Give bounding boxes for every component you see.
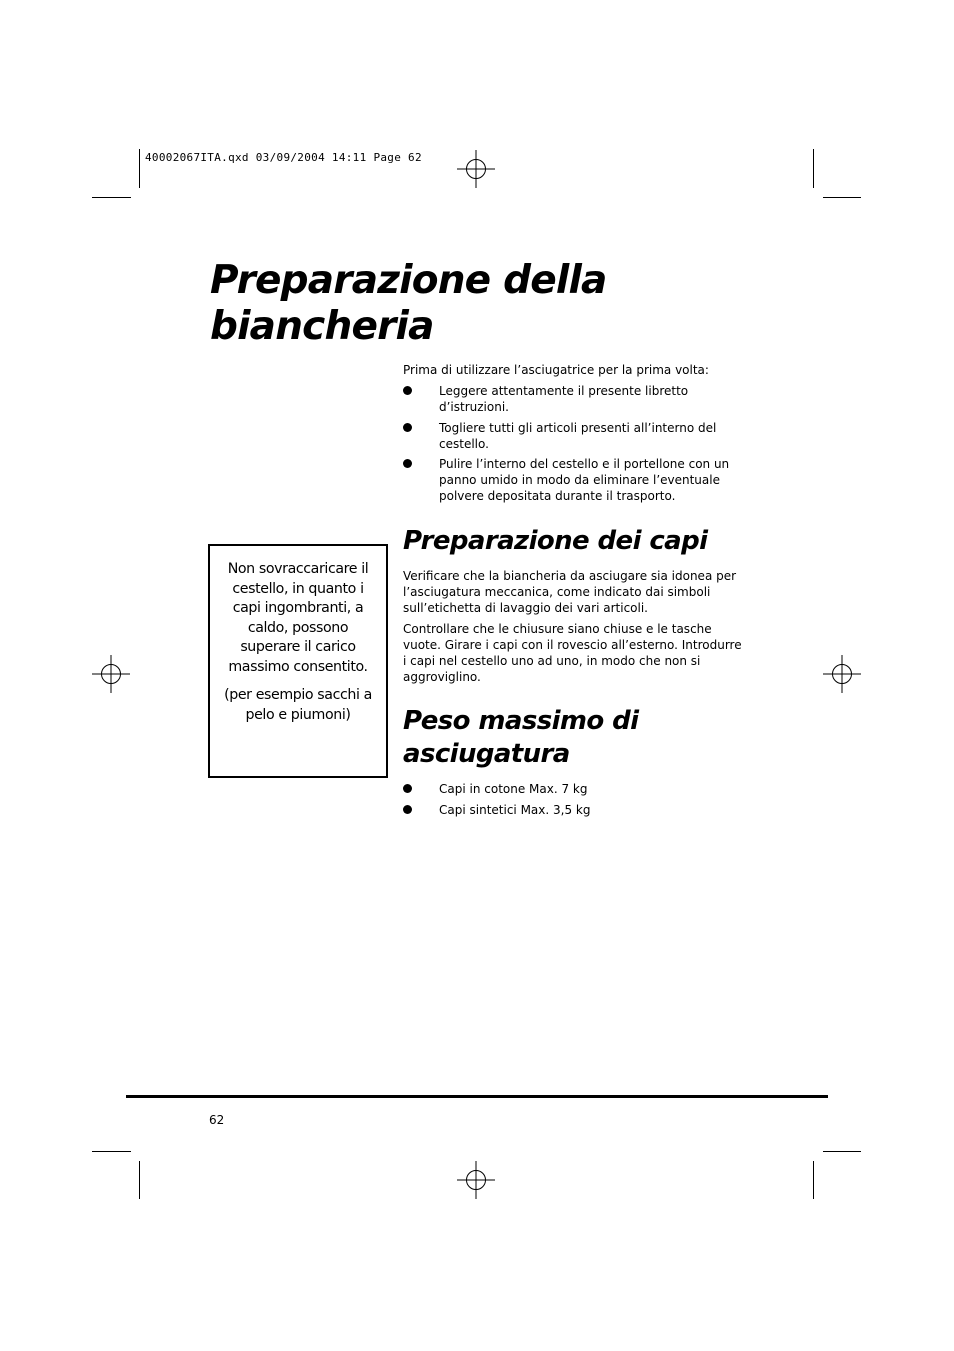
- list-item: Capi sintetici Max. 3,5 kg: [403, 802, 748, 818]
- bullet-icon: [403, 386, 412, 395]
- warning-note: (per esempio sacchi a pelo e piumoni): [224, 687, 372, 723]
- warning-box: [208, 544, 388, 778]
- section1-paragraph-1: Verificare che la biancheria da asciugare sia idonea per l’asciugatura meccanica, come indicato dai simboli sull’etichetta di lavaggio dei vari articoli.: [403, 569, 737, 615]
- section1-paragraph-2: Controllare che le chiusure siano chiuse e le tasche vuote. Girare i capi con il rovescio all’esterno. Introdurre i capi nel cestello uno ad uno, in modo che non si aggroviglino.: [403, 622, 742, 684]
- weight-list: [403, 781, 748, 822]
- registration-mark-bottom-icon: [457, 1161, 495, 1199]
- section-heading-preparazione-capi: Preparazione dei capi: [403, 526, 708, 556]
- intro-text: Prima di utilizzare l’asciugatrice per la prima volta:: [403, 363, 709, 377]
- list-item: Pulire l’interno del cestello e il portellone con un panno umido in modo da eliminare l’eventuale polvere depositata durante il trasporto.: [403, 456, 748, 504]
- page-number: 62: [209, 1113, 225, 1127]
- registration-mark-top-icon: [457, 150, 495, 188]
- bullet-icon: [403, 784, 412, 793]
- preparation-list: [403, 383, 748, 509]
- page-title: Preparazione della biancheria: [210, 258, 607, 349]
- list-item: Togliere tutti gli articoli presenti all’interno del cestello.: [403, 420, 748, 452]
- bullet-icon: [403, 459, 412, 468]
- registration-mark-right-icon: [823, 655, 861, 693]
- section-heading-peso-massimo: Peso massimo di asciugatura: [403, 706, 639, 769]
- list-item: Leggere attentamente il presente libretto d’istruzioni.: [403, 383, 748, 415]
- print-slug: 40002067ITA.qxd 03/09/2004 14:11 Page 62: [145, 151, 422, 164]
- warning-text: Non sovraccaricare il cestello, in quanto i capi ingombranti, a caldo, possono superare il carico massimo consentito.: [227, 561, 369, 675]
- registration-mark-left-icon: [92, 655, 130, 693]
- bullet-icon: [403, 805, 412, 814]
- footer-rule: [126, 1095, 828, 1098]
- list-item: Capi in cotone Max. 7 kg: [403, 781, 748, 797]
- bullet-icon: [403, 423, 412, 432]
